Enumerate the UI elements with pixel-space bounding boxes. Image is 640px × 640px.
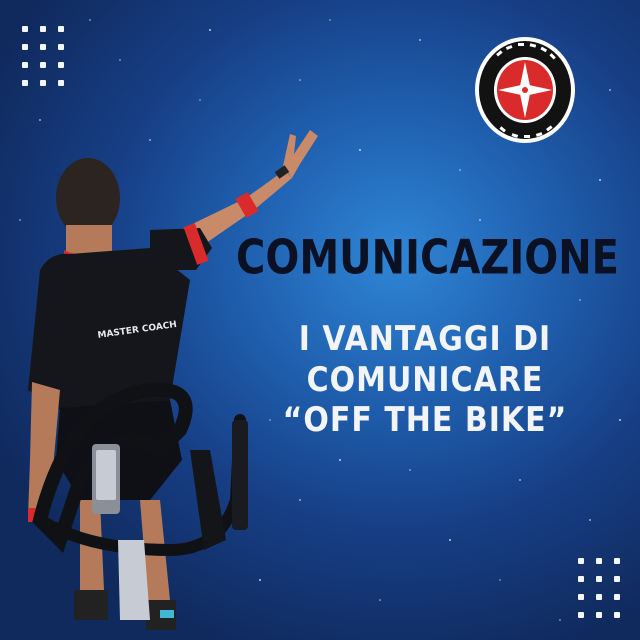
subtitle-line-1: I VANTAGGI DI bbox=[298, 320, 552, 360]
dot-grid-top-left bbox=[22, 26, 66, 86]
subtitle-line-2: COMUNICARE bbox=[306, 361, 544, 401]
subtitle-line-3: “OFF THE BIKE” bbox=[282, 401, 568, 441]
headline-title: COMUNICAZIONE bbox=[236, 231, 620, 286]
shirt-print-text: MASTER COACH bbox=[97, 319, 178, 341]
dot-grid-bottom-right bbox=[578, 558, 622, 618]
schwinn-logo-icon bbox=[474, 36, 576, 144]
